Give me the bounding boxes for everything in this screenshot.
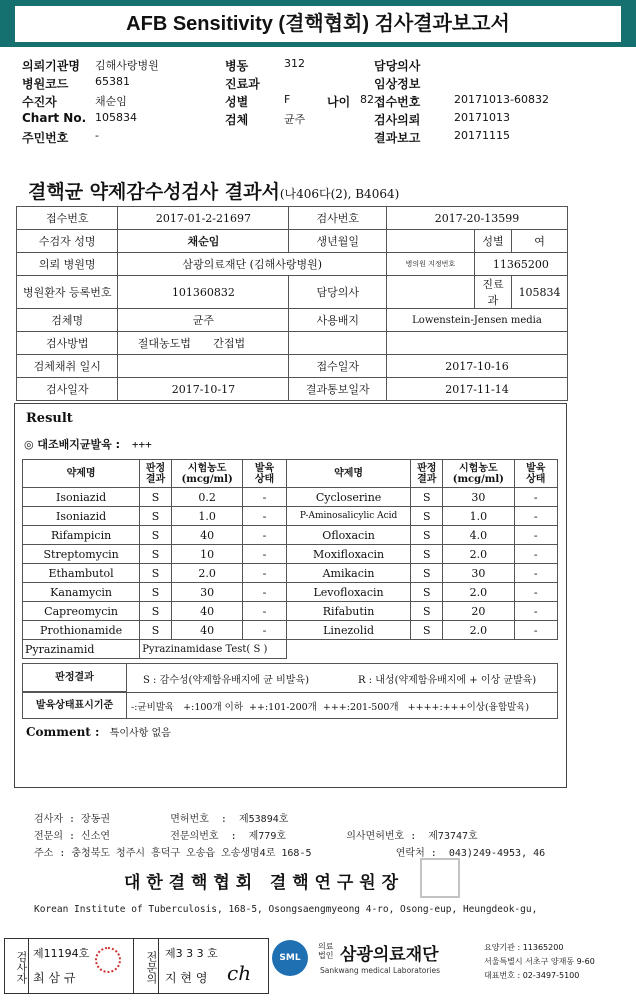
inst-no: 요양기관 : 11365200 [484,943,564,952]
comment-label: Comment : [26,725,100,739]
header-label: 접수번호 [374,95,421,109]
table-cell: S [411,488,443,507]
table-cell: - [514,564,557,583]
table-cell: S [411,526,443,545]
column-header: 시험농도 (mcg/ml) [171,460,242,488]
method2-value: 간접법 [210,332,289,355]
header-value: 20171115 [454,129,510,142]
table-cell: 40 [171,526,242,545]
header-label: 주민번호 [22,131,69,145]
header-label: 수진자 [22,95,57,109]
footer-org-name: 대 한 결 핵 협 회 결 핵 연 구 원 장 [124,873,399,893]
table-cell: S [411,545,443,564]
hospital-no-value: 11365200 [474,253,567,276]
tester-stamp [95,947,121,973]
header-value: 312 [284,57,305,70]
table-cell: 2.0 [443,621,514,640]
header-value: 105834 [95,111,137,124]
method-label: 검사방법 [17,332,118,355]
judge-r: R : 내성(약제함유배지에 + 이상 균발육) [358,675,537,686]
birth-label: 생년월일 [289,230,387,253]
table-cell: 30 [443,564,514,583]
column-header: 약제명 [286,460,411,488]
pza-label: Pyrazinamid [23,640,140,659]
table-cell: 30 [171,583,242,602]
sensitivity-table [22,459,558,659]
table-cell: Moxifloxacin [286,545,411,564]
table-cell: Amikacin [286,564,411,583]
receipt-value: 2017-01-2-21697 [118,207,289,230]
doctor-value [386,276,474,309]
sml-logo-icon: SML [272,940,308,976]
table-cell: 2.0 [171,564,242,583]
table-cell: 2.0 [443,545,514,564]
test-date-label: 검사일자 [17,378,118,401]
doctor-label: 담당의사 [289,276,387,309]
table-cell: - [514,507,557,526]
dept-label: 진료과 [474,276,511,309]
column-header: 판정 결과 [411,460,443,488]
specialist-no: 제3 3 3 호 [165,947,218,960]
table-cell: - [243,488,286,507]
table-cell: 0.2 [171,488,242,507]
header-value: 균주 [284,113,306,126]
table-cell: 2.0 [443,583,514,602]
table-cell: - [243,602,286,621]
header-value: 김해사랑병원 [95,59,159,72]
table-cell: 20 [443,602,514,621]
comment-value: 특이사항 없음 [109,728,171,739]
header-value: 82 [360,93,374,106]
table-cell: S [411,621,443,640]
footer-specialist: 전문의 : 신소연 전문의번호 : 제779호 의사면허번호 : 제73747호 [34,831,478,842]
table-cell: - [243,621,286,640]
official-seal [420,858,460,898]
judge-s: S : 감수성(약제함유배지에 균 비발육) [143,675,309,686]
header-label: 나이 [327,95,351,109]
table-cell: Cycloserine [286,488,411,507]
header-value: 20171013 [454,111,510,124]
table-row [23,621,558,640]
header-row [22,73,622,91]
notify-label: 결과통보일자 [289,378,387,401]
table-cell: S [140,621,172,640]
column-header: 시험농도 (mcg/ml) [443,460,514,488]
column-header: 발육 상태 [243,460,286,488]
table-cell: Kanamycin [23,583,140,602]
header-label: 검체 [225,113,249,127]
table-cell: S [140,488,172,507]
growth-label: 발육상태표시기준 [23,692,127,719]
header-label: 담당의사 [374,59,421,73]
table-cell: Isoniazid [23,488,140,507]
specialist-name: 지 현 영 [165,971,208,985]
table-cell: S [411,583,443,602]
sex-label: 성별 [474,230,511,253]
table-cell: - [514,583,557,602]
table-cell: - [243,564,286,583]
tester-label: 검사자 [5,939,29,993]
table-cell: Ethambutol [23,564,140,583]
report-subtitle: 결핵균 약제감수성검사 결과서(나406다(2), B4064) [28,181,400,203]
report-title: AFB Sensitivity (결핵협회) 검사결과보고서 [14,5,622,43]
table-cell: Capreomycin [23,602,140,621]
table-cell: S [140,526,172,545]
table-cell: Prothionamide [23,621,140,640]
table-cell: - [514,526,557,545]
table-cell: S [140,583,172,602]
footer-address: 주소 : 충청북도 청주시 흥덕구 오송읍 오송생명4로 168-5 연락처 : 043)249-4953, 46 [34,848,546,859]
table-row [23,564,558,583]
header-row [22,55,622,73]
table-cell: - [243,545,286,564]
signature: ch [227,961,252,985]
table-cell: - [514,602,557,621]
collect-value [118,355,289,378]
specimen-value: 균주 [118,309,289,332]
growth-text: -:균비발육 +:100개 이하 ++:101-200개 +++:201-500개 ++++:+++이상(융합발육) [131,702,530,713]
reg-label: 병원환자 등록번호 [17,276,118,309]
header-row [22,91,622,109]
table-cell: - [514,545,557,564]
table-row [23,602,558,621]
signature-box [4,938,269,994]
table-cell: Streptomycin [23,545,140,564]
table-row [23,507,558,526]
test-date-value: 2017-10-17 [118,378,289,401]
footer-tester: 검사자 : 장동권 면허번호 : 제53894호 [34,814,289,825]
header-label: 성별 [225,95,249,109]
header-label: 병동 [225,59,249,73]
collect-label: 검체채취 일시 [17,355,118,378]
table-cell: Linezolid [286,621,411,640]
table-cell: - [243,507,286,526]
table-cell: 1.0 [443,507,514,526]
pza-value: Pyrazinamidase Test( S ) [140,640,287,659]
footer-org-en: Korean Institute of Tuberculosis, 168-5, Osongsaengmyeong 4-ro, Osong-eup, Heungdeok-gu, [34,904,538,915]
specimen-label: 검체명 [17,309,118,332]
header-value: - [95,129,99,142]
table-cell: - [243,526,286,545]
table-cell: Levofloxacin [286,583,411,602]
table-cell: S [140,564,172,583]
result-heading: Result [26,411,73,426]
hospital-label: 의뢰 병원명 [17,253,118,276]
judge-label: 판정결과 [23,664,127,692]
patient-info-table [16,206,568,401]
table-cell: Ofloxacin [286,526,411,545]
header-label: 진료과 [225,77,260,91]
comment-row [26,724,171,739]
hospital-value: 삼광의료재단 (김해사랑병원) [118,253,387,276]
header-label: Chart No. [22,111,87,125]
table-cell: S [140,545,172,564]
receipt-label: 접수번호 [17,207,118,230]
dept-value: 105834 [512,276,568,309]
header-row [22,127,622,145]
table-cell: Rifabutin [286,602,411,621]
table-cell: Rifampicin [23,526,140,545]
test-no-label: 검사번호 [289,207,387,230]
test-no-value: 2017-20-13599 [386,207,567,230]
corp-name: 삼광의료재단 [340,945,439,965]
header-label: 임상정보 [374,77,421,91]
medium-value: Lowenstein-Jensen media [386,309,567,332]
corp-phone: 대표번호 : 02-3497-5100 [484,971,580,980]
control-value: +++ [131,438,152,451]
corp-contact [484,941,595,983]
table-row [23,488,558,507]
table-cell: S [411,602,443,621]
sex-value: 여 [512,230,568,253]
judgement-box [22,663,558,719]
header-label: 결과보고 [374,131,421,145]
table-cell: S [140,602,172,621]
header-label: 병원코드 [22,77,69,91]
table-cell: 10 [171,545,242,564]
header-label: 의뢰기관명 [22,59,80,73]
table-cell: S [411,564,443,583]
corp-small: 의료 법인 [318,942,334,960]
table-cell: P-Aminosalicylic Acid [286,507,411,526]
recv-value: 2017-10-16 [386,355,567,378]
table-cell: 30 [443,488,514,507]
name-label: 수검자 성명 [17,230,118,253]
table-cell: S [411,507,443,526]
header-label: 검사의뢰 [374,113,421,127]
recv-label: 접수일자 [289,355,387,378]
tester-name: 최 삼 규 [33,971,76,985]
header-value: 65381 [95,75,130,88]
control-label: ◎ 대조배지균발육 : [24,438,121,451]
table-cell: 40 [171,602,242,621]
header-info [22,55,622,145]
header-value: F [284,93,291,106]
table-cell: S [140,507,172,526]
table-cell: - [514,621,557,640]
method1-value: 절대농도법 [118,332,210,355]
notify-value: 2017-11-14 [386,378,567,401]
header-value: 채순임 [95,95,127,108]
corp-address: 서울특별시 서초구 양재동 9-60 [484,957,595,966]
specialist-label: 전문의 [133,939,159,993]
table-cell: 1.0 [171,507,242,526]
header-row [22,109,622,127]
column-header: 판정 결과 [140,460,172,488]
birth-value [386,230,474,253]
table-row [23,545,558,564]
header-value: 20171013-60832 [454,93,549,106]
table-row [23,583,558,602]
table-row [23,526,558,545]
column-header: 약제명 [23,460,140,488]
reg-value: 101360832 [118,276,289,309]
table-cell: 4.0 [443,526,514,545]
table-cell: - [514,488,557,507]
column-header: 발육 상태 [514,460,557,488]
hospital-no-label: 병의원 지정번호 [386,253,474,276]
name-value: 채순임 [118,230,289,253]
table-cell: 40 [171,621,242,640]
corp-en: Sankwang medical Laboratories [320,966,441,975]
control-growth [24,436,152,452]
tester-no: 제11194호 [33,947,90,960]
table-cell: - [243,583,286,602]
table-cell: Isoniazid [23,507,140,526]
medium-label: 사용배지 [289,309,387,332]
